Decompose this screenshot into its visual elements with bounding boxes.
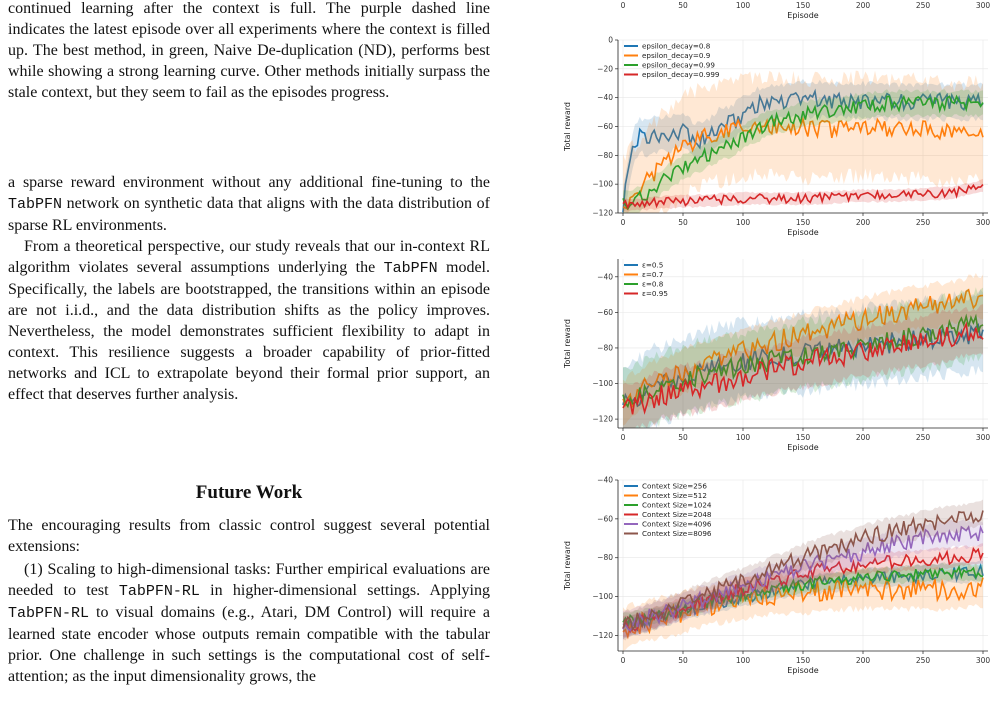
y-tick-label: −40	[597, 93, 613, 103]
text-run: (1) Scaling to high-dimensional tasks: Further empirical evaluations are needed to test	[8, 561, 490, 599]
x-tick-label: 50	[678, 1, 688, 10]
charts-svg	[560, 0, 999, 709]
x-tick-label: 250	[915, 656, 931, 665]
x-tick-label: 250	[915, 1, 931, 10]
y-axis-label: Total reward	[563, 541, 572, 590]
y-tick-label: −120	[592, 414, 613, 424]
x-tick-label: 250	[915, 433, 931, 442]
x-tick-label: 200	[855, 433, 871, 442]
legend-label: Context Size=2048	[642, 510, 712, 520]
text-run: to visual domains (e.g., Atari, DM Control) will require a learned state encoder whose outputs remain compatible with the tabular prior. One challenge in such settings is the computational cost of self-attention; as the input dimensionality grows, the	[8, 604, 490, 685]
y-tick-label: −80	[597, 553, 613, 563]
paragraph-theory	[8, 236, 490, 405]
y-axis-label: Total reward	[563, 102, 572, 151]
legend-label: ε=0.8	[642, 279, 664, 289]
text-run: From a theoretical perspective, our study reveals that our in-context RL algorithm violates several assumptions underlying the	[8, 238, 490, 276]
x-tick-label: 50	[678, 218, 688, 227]
x-tick-label: 0	[620, 656, 626, 665]
x-axis-label: Episode	[787, 443, 819, 452]
legend-label: epsilon_decay=0.99	[642, 60, 715, 70]
x-tick-label: 300	[975, 656, 991, 665]
x-tick-label: 150	[795, 1, 811, 10]
legend-label: Context Size=256	[642, 481, 707, 491]
section-heading: Future Work	[195, 482, 303, 503]
y-tick-label: −60	[597, 514, 613, 524]
x-tick-label: 100	[735, 433, 751, 442]
x-tick-label: 0	[620, 1, 626, 10]
chart-panel-2	[563, 259, 990, 452]
text-run: network on synthetic data that aligns with the data distribution of sparse RL environments.	[8, 195, 490, 234]
x-tick-label: 50	[678, 656, 688, 665]
x-tick-label: 300	[975, 218, 991, 227]
legend-label: ε=0.7	[642, 270, 664, 280]
y-tick-label: −60	[597, 122, 613, 131]
y-axis-label: Total reward	[563, 319, 572, 368]
y-tick-label: −120	[592, 208, 613, 218]
y-tick-label: 0	[608, 35, 613, 45]
x-tick-label: 200	[855, 656, 871, 665]
y-tick-label: −80	[597, 343, 613, 353]
code-tabpfn: TabPFN	[8, 196, 63, 213]
code-tabpfn-rl: TabPFN-RL	[8, 605, 90, 622]
y-tick-label: −40	[597, 475, 613, 485]
x-tick-label: 300	[975, 433, 991, 442]
y-tick-label: −120	[592, 630, 613, 640]
legend-label: Context Size=1024	[642, 500, 712, 510]
x-tick-label: 150	[795, 656, 811, 665]
x-tick-label: 100	[735, 656, 751, 665]
text-run: a sparse reward environment without any additional fine-tuning to the	[8, 174, 490, 191]
chart-panel-3	[563, 476, 990, 676]
legend-label: Context Size=512	[642, 491, 707, 501]
chart-panel-1	[563, 36, 990, 238]
caption-continuation: continued learning after the context is full. The purple dashed line indicates the latest episode over all experiments where the context is filled up. The best method, in green, Naive De-duplication (ND), performs best while showing a strong learning curve. Other methods initially surpass the stale context, but they seem to fail as the episodes progress.	[8, 0, 490, 101]
paragraph-sparse-reward	[8, 172, 490, 236]
y-tick-label: −80	[597, 150, 613, 160]
x-tick-label: 200	[855, 218, 871, 227]
x-tick-label: 300	[975, 1, 991, 10]
x-tick-label: 100	[735, 1, 751, 10]
text-run: in higher-dimensional settings. Applying	[199, 582, 491, 599]
figure-column	[560, 0, 999, 709]
x-tick-label: 150	[795, 218, 811, 227]
y-tick-label: −60	[597, 307, 613, 317]
y-tick-label: −100	[592, 179, 613, 189]
y-tick-label: −40	[597, 272, 613, 282]
code-tabpfn: TabPFN	[383, 260, 438, 277]
legend-label: Context Size=8096	[642, 529, 712, 539]
y-tick-label: −20	[597, 64, 613, 74]
legend-label: Context Size=4096	[642, 519, 712, 529]
x-tick-label: 200	[855, 1, 871, 10]
x-tick-label: 0	[620, 433, 626, 442]
legend-label: ε=0.5	[642, 260, 664, 270]
chart-panel-0	[621, 1, 991, 20]
code-tabpfn-rl: TabPFN-RL	[118, 583, 200, 600]
x-tick-label: 250	[915, 218, 931, 227]
legend-label: epsilon_decay=0.8	[642, 41, 711, 51]
x-axis-label: Episode	[787, 228, 819, 237]
legend-label: epsilon_decay=0.999	[642, 70, 720, 80]
x-tick-label: 50	[678, 433, 688, 442]
x-tick-label: 150	[795, 433, 811, 442]
x-axis-label: Episode	[787, 666, 819, 675]
x-tick-label: 0	[620, 218, 626, 227]
legend-label: ε=0.95	[642, 289, 668, 299]
text-run: model. Specifically, the labels are bootstrapped, the transitions within an episode are not i.i.d., and the data distribution shifts as the policy improves. Nevertheless, the model demonstrates sufficient flexibility to adapt in context. This resilience suggests a broader capability of prior-fitted networks and ICL to extrapolate beyond their formal prior support, an effect that deserves further analysis.	[8, 259, 491, 403]
paragraph-scaling	[8, 559, 490, 687]
x-axis-label: Episode	[787, 11, 819, 20]
y-tick-label: −100	[592, 379, 613, 389]
x-tick-label: 100	[735, 218, 751, 227]
legend-label: epsilon_decay=0.9	[642, 51, 711, 61]
paragraph-intro: The encouraging results from classic control suggest several potential extensions:	[8, 517, 490, 555]
y-tick-label: −100	[592, 592, 613, 602]
